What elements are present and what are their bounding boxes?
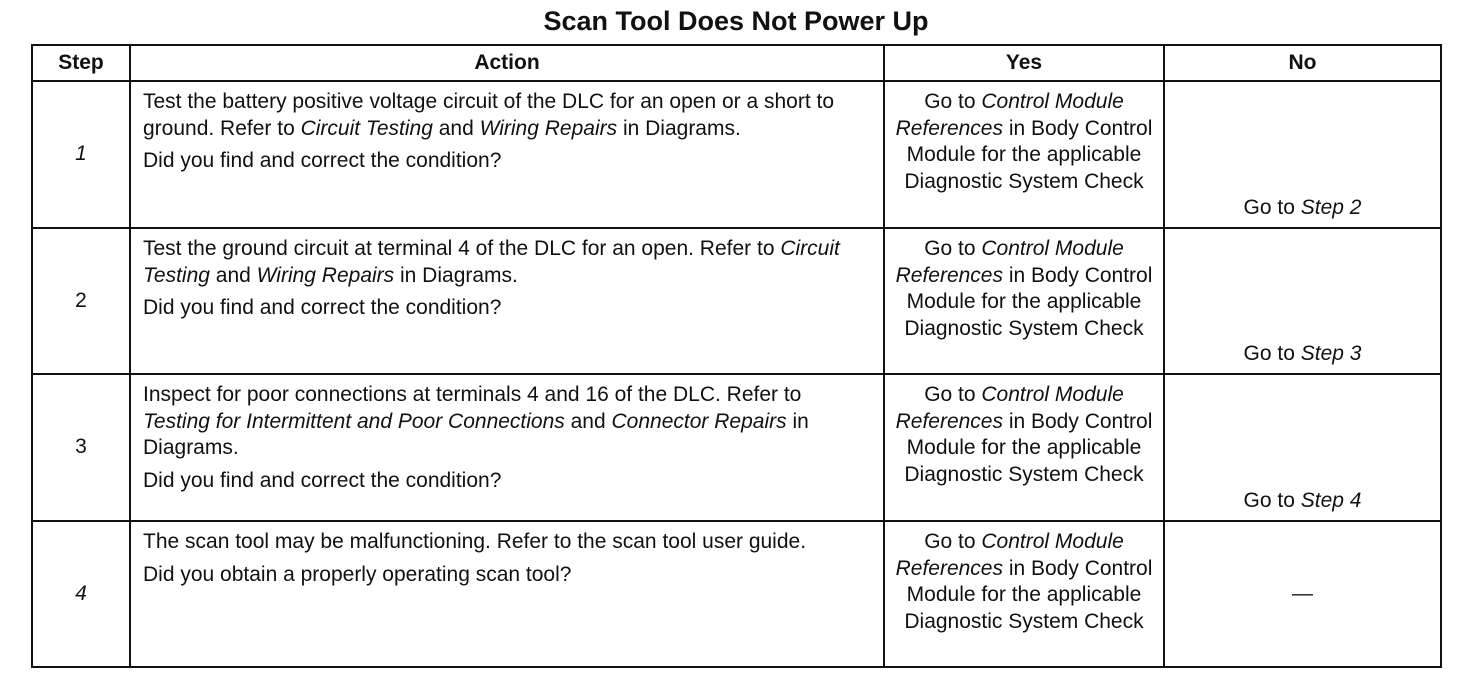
action-question: Did you find and correct the condition? bbox=[143, 296, 502, 319]
action-text: Test the ground circuit at terminal 4 of the DLC for an open. Refer to Circuit Testing and Wiring Repairs in Diagrams. bbox=[143, 237, 840, 287]
step-number: 2 bbox=[32, 228, 130, 374]
header-step: Step bbox=[32, 45, 130, 81]
step-number: 1 bbox=[32, 81, 130, 228]
diagnostic-table bbox=[31, 44, 1442, 668]
action-text: Test the battery positive voltage circuit of the DLC for an open or a short to ground. Refer to Circuit Testing and Wiring Repairs in Diagrams. bbox=[143, 90, 835, 140]
table-row bbox=[32, 521, 1441, 667]
yes-cell: Go to Control Module References in Body Control Module for the applicable Diagnostic System Check bbox=[884, 81, 1164, 228]
action-question: Did you obtain a properly operating scan tool? bbox=[143, 562, 572, 586]
table-row bbox=[32, 374, 1441, 521]
action-cell bbox=[130, 81, 884, 228]
header-row bbox=[32, 45, 1441, 81]
action-cell bbox=[130, 228, 884, 374]
header-no: No bbox=[1164, 45, 1441, 81]
table-row bbox=[32, 228, 1441, 374]
yes-cell: Go to Control Module References in Body Control Module for the applicable Diagnostic System Check bbox=[884, 521, 1164, 667]
no-cell: Go to Step 4 bbox=[1164, 374, 1441, 521]
yes-cell: Go to Control Module References in Body Control Module for the applicable Diagnostic System Check bbox=[884, 228, 1164, 374]
header-yes: Yes bbox=[884, 45, 1164, 81]
no-cell: Go to Step 2 bbox=[1164, 81, 1441, 228]
action-cell bbox=[130, 521, 884, 667]
action-cell bbox=[130, 374, 884, 521]
table-row bbox=[32, 81, 1441, 228]
header-action: Action bbox=[130, 45, 884, 81]
action-question: Did you find and correct the condition? bbox=[143, 468, 502, 492]
action-question: Did you find and correct the condition? bbox=[143, 149, 502, 172]
yes-cell: Go to Control Module References in Body Control Module for the applicable Diagnostic System Check bbox=[884, 374, 1164, 521]
no-cell: Go to Step 3 bbox=[1164, 228, 1441, 374]
action-text: Inspect for poor connections at terminals 4 and 16 of the DLC. Refer to Testing for Intermittent and Poor Connections and Connector Repairs in Diagrams. bbox=[143, 383, 809, 459]
page-title: Scan Tool Does Not Power Up bbox=[543, 6, 929, 36]
step-number: 4 bbox=[32, 521, 130, 667]
action-text: The scan tool may be malfunctioning. Refer to the scan tool user guide. bbox=[143, 530, 807, 553]
dash-mark: — bbox=[1292, 581, 1313, 605]
no-cell bbox=[1164, 521, 1441, 667]
step-number: 3 bbox=[32, 374, 130, 521]
